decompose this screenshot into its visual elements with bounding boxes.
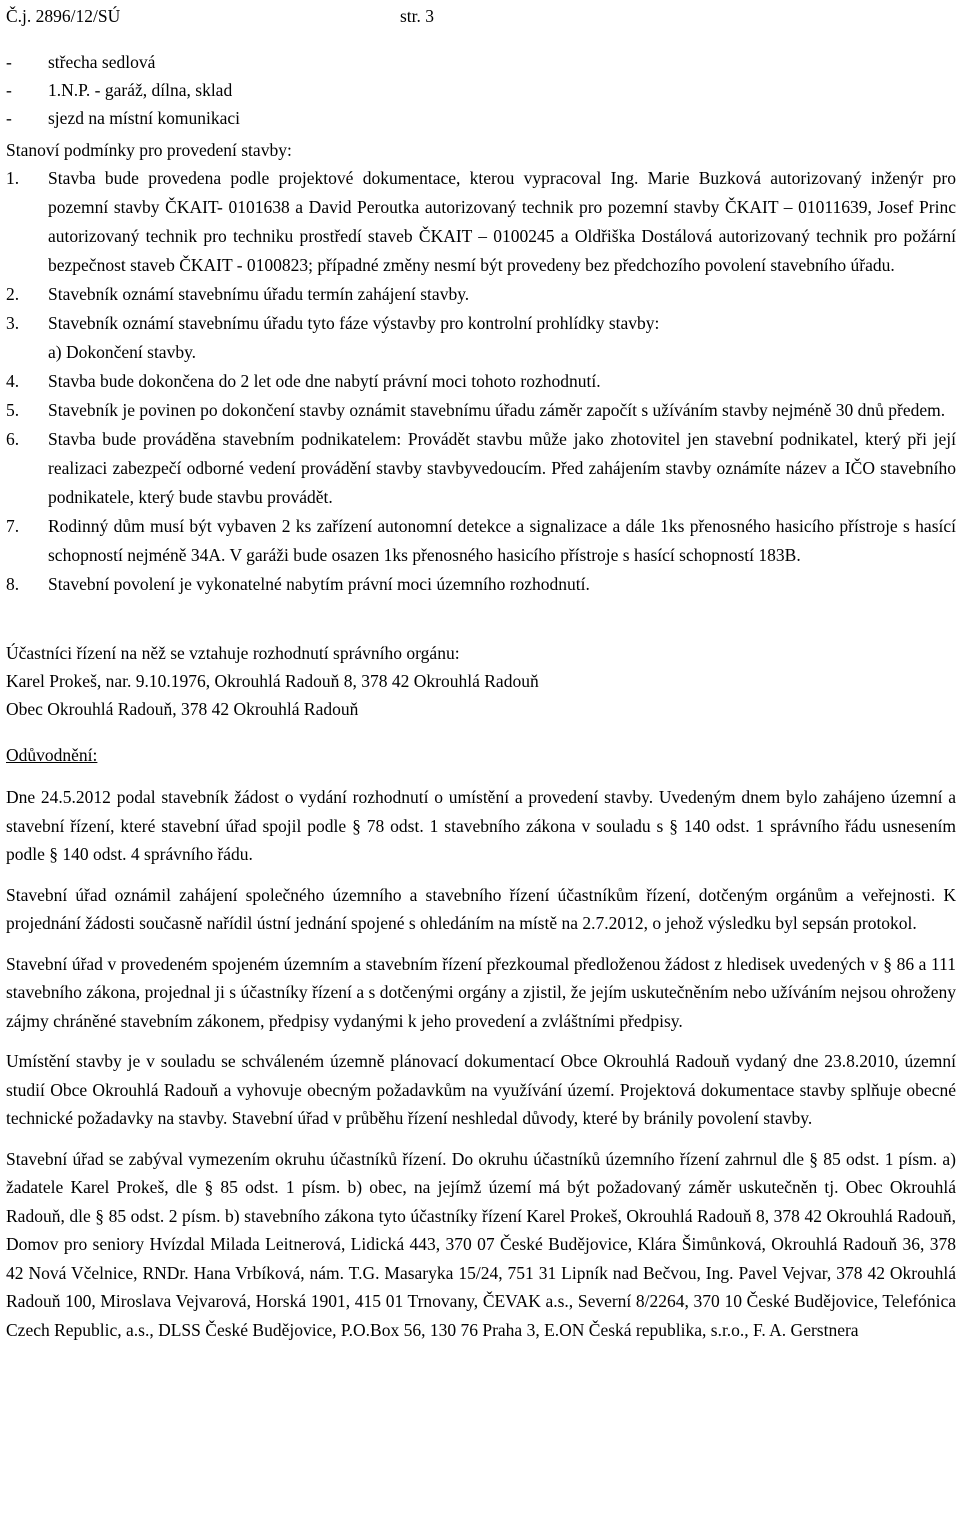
condition-item: 3. Stavebník oznámí stavebnímu úřadu tyto fáze výstavby pro kontrolní prohlídky stavby: [6,313,660,333]
reasoning-heading: Odůvodnění: [6,745,98,765]
list-item: - střecha sedlová [6,52,156,72]
condition-item: 8. Stavební povolení je vykonatelné nabytím právní moci územního rozhodnutí. [6,574,590,594]
conditions-list [6,164,956,599]
list-item: - 1.N.P. - garáž, dílna, sklad [6,80,233,100]
condition-item: 2. Stavebník oznámí stavebnímu úřadu termín zahájení stavby. [6,284,470,304]
reference-number: Č.j. 2896/12/SÚ [6,6,121,26]
condition-item: 4. Stavba bude dokončena do 2 let ode dne nabytí právní moci tohoto rozhodnutí. [6,371,601,391]
condition-subitem: a) Dokončení stavby. [48,342,197,362]
building-parts-list [6,48,956,132]
page-header [6,6,956,34]
condition-item: 6. Stavba bude prováděna stavebním podnikatelem: Provádět stavbu může jako zhotovitel jen stavební podnikatel, který při její realizaci zabezpečí odborné vedení provádění stavby stavbyvedoucím. Před zahájením stavby oznámíte název a IČO stavebního podnikatele, který bude stavbu provádět. [6,429,956,507]
conditions-heading: Stanoví podmínky pro provedení stavby: [6,140,292,160]
list-item: - sjezd na místní komunikaci [6,108,240,128]
participants-heading: Účastníci řízení na něž se vztahuje rozhodnutí správního orgánu: [6,643,460,663]
condition-item: 1. Stavba bude provedena podle projektové dokumentace, kterou vypracoval Ing. Marie Buzková autorizovaný inženýr pro pozemní stavby ČKAIT- 0101638 a David Peroutka autorizovaný technik pro pozemní stavby ČKAIT – 01011639, Josef Princ autorizovaný technik pro techniku prostředí staveb ČKAIT – 0100245 a Oldřiška Dostálová autorizovaný technik pro požární bezpečnost staveb ČKAIT - 0100823; případné změny nesmí být provedeny bez předchozího povolení stavebního úřadu. [6,168,956,275]
participant-entry: Karel Prokeš, nar. 9.10.1976, Okrouhlá Radouň 8, 378 42 Okrouhlá Radouň [6,671,539,691]
condition-item: 7. Rodinný dům musí být vybaven 2 ks zařízení autonomní detekce a signalizace a dále 1ks přenosného hasicího přístroje s hasící schopností nejméně 34A. V garáži bude osazen 1ks přenosného hasicího přístroje s hasící schopností 183B. [6,516,956,565]
reasoning-paragraph: Stavební úřad se zabýval vymezením okruhu účastníků řízení. Do okruhu účastníků územního řízení zahrnul dle § 85 odst. 1 písm. a) žadatele Karel Prokeš, dle § 85 odst. 1 písm. b) obec, na jejímž území má být požadovaný záměr uskutečněn tj. Obec Okrouhlá Radouň, dle § 85 odst. 2 písm. b) stavebního zákona tyto účastníky řízení Karel Prokeš, Okrouhlá Radouň 8, 378 42 Okrouhlá Radouň, Domov pro seniory Hvízdal Milada Leitnerová, Lidická 443, 370 07 České Budějovice, Klára Šimůnková, Okrouhlá Radouň 36, 378 42 Nová Včelnice, RNDr. Hana Vrbíková, nám. T.G. Masaryka 15/24, 751 31 Lipník nad Bečvou, Ing. Pavel Vejvar, 378 42 Okrouhlá Radouň 100, Miroslava Vejvarová, Horská 1901, 415 01 Trnovany, ČEVAK a.s., Severní 8/2264, 370 10 České Budějovice, Telefónica Czech Republic, a.s., DLSS České Budějovice, P.O.Box 56, 130 76 Praha 3, E.ON Česká republika, s.r.o., F. A. Gerstnera [6,1148,956,1340]
participant-entry: Obec Okrouhlá Radouň, 378 42 Okrouhlá Radouň [6,699,359,719]
reasoning-paragraph: Dne 24.5.2012 podal stavebník žádost o vydání rozhodnutí o umístění a provedení stavby. Uvedeným dnem bylo zahájeno územní a stavební řízení, které stavební úřad spojil podle § 78 odst. 1 stavebního zákona v souladu s § 140 odst. 1 správního řádu usnesením podle § 140 odst. 4 správního řádu. [6,787,956,864]
reasoning-paragraph: Stavební úřad oznámil zahájení společného územního a stavebního řízení účastníkům řízení, dotčeným orgánům a veřejnosti. K projednání žádosti současně nařídil ústní jednání spojené s ohledáním na místě na 2.7.2012, o jehož výsledku byl sepsán protokol. [6,884,956,933]
condition-item: 5. Stavebník je povinen po dokončení stavby oznámit stavebnímu úřadu záměr započít s užíváním stavby nejméně 30 dnů předem. [6,400,946,420]
document-page [6,6,956,1344]
reasoning-paragraph: Umístění stavby je v souladu se schváleném územně plánovací dokumentací Obce Okrouhlá Radouň vydaný dne 23.8.2010, územní studií Obce Okrouhlá Radouň a vyhovuje obecným požadavkům na využívání území. Projektová dokumentace stavby splňuje obecné technické požadavky na stavby. Stavební úřad v průběhu řízení neshledal důvody, které by bránily povolení stavby. [6,1051,956,1128]
reasoning-paragraph: Stavební úřad v provedeném spojeném územním a stavebním řízení přezkoumal předloženou žádost z hledisek uvedených v § 86 a 111 stavebního zákona, projednal ji s účastníky řízení a s dotčenými orgány a zjistil, že jejím uskutečněním nebo užíváním nejsou ohroženy zájmy chráněné stavebním zákonem, předpisy vydanými k jeho provedení a zvláštními předpisy. [6,953,956,1031]
page-number: str. 3 [400,6,435,26]
